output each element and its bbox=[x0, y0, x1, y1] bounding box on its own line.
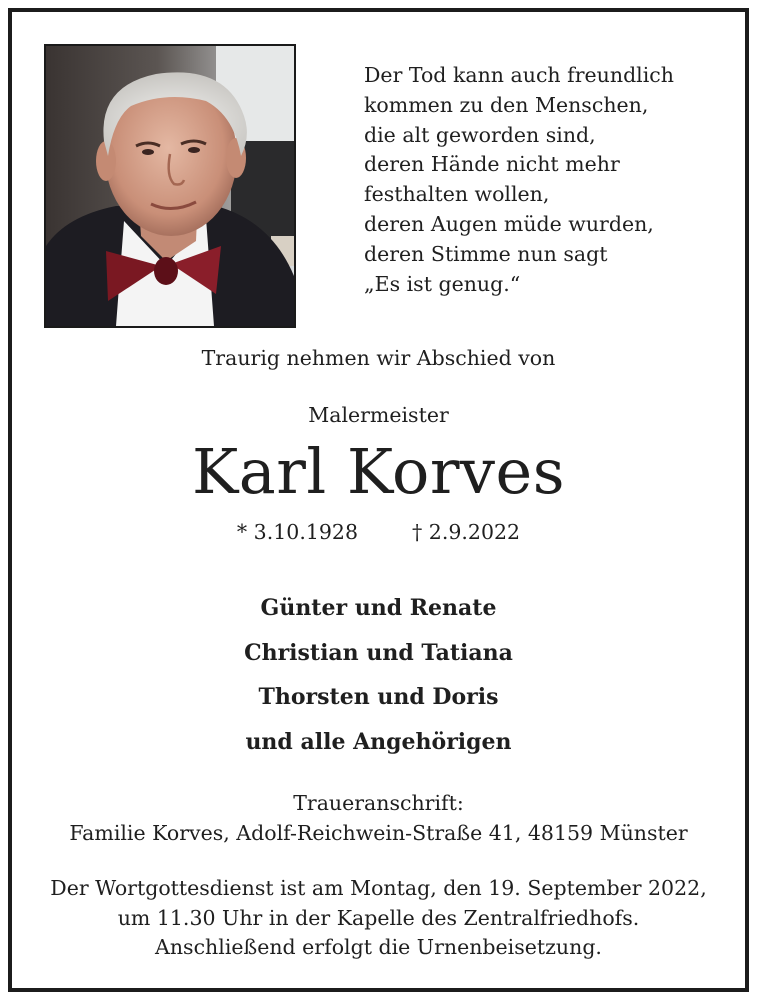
mourner-entry: Günter und Renate bbox=[260, 595, 497, 621]
mourner-entry: Thorsten und Doris bbox=[258, 684, 499, 710]
mourner-entry: und alle Angehörigen bbox=[245, 728, 512, 755]
service-line: Der Wortgottesdienst ist am Montag, den 19. September 2022, bbox=[50, 876, 707, 900]
intro-text: Traurig nehmen wir Abschied von bbox=[201, 346, 556, 370]
deceased-title: Malermeister bbox=[308, 403, 449, 427]
birth-date: * 3.10.1928 bbox=[236, 520, 359, 544]
death-date: † 2.9.2022 bbox=[412, 520, 521, 544]
address-value: Familie Korves, Adolf-Reichwein-Straße 41, 48159 Münster bbox=[69, 820, 688, 845]
portrait-image bbox=[46, 46, 294, 326]
mourners-list bbox=[12, 586, 745, 764]
poem-line: deren Hände nicht mehr bbox=[364, 152, 620, 177]
address-label: Traueranschrift: bbox=[293, 791, 464, 815]
poem-line: Der Tod kann auch freundlich bbox=[364, 63, 674, 87]
mourner-entry: Christian und Tatiana bbox=[244, 639, 513, 666]
poem-line: deren Stimme nun sagt bbox=[364, 241, 608, 266]
service-line: Anschließend erfolgt die Urnenbeisetzung. bbox=[155, 935, 602, 959]
service-line: um 11.30 Uhr in der Kapelle des Zentralfriedhofs. bbox=[117, 905, 640, 930]
poem-line: „Es ist genug.“ bbox=[364, 271, 521, 296]
mourning-address bbox=[12, 789, 745, 848]
obituary-frame bbox=[8, 8, 749, 992]
poem-line: festhalten wollen, bbox=[364, 182, 550, 207]
deceased-name: Karl Korves bbox=[191, 435, 566, 508]
poem-line: kommen zu den Menschen, bbox=[364, 92, 649, 117]
poem-line: die alt geworden sind, bbox=[364, 122, 596, 147]
poem-line: deren Augen müde wurden, bbox=[364, 211, 654, 236]
service-info bbox=[12, 874, 745, 963]
life-dates bbox=[12, 520, 745, 544]
portrait-photo bbox=[44, 44, 296, 328]
poem bbox=[364, 61, 674, 299]
